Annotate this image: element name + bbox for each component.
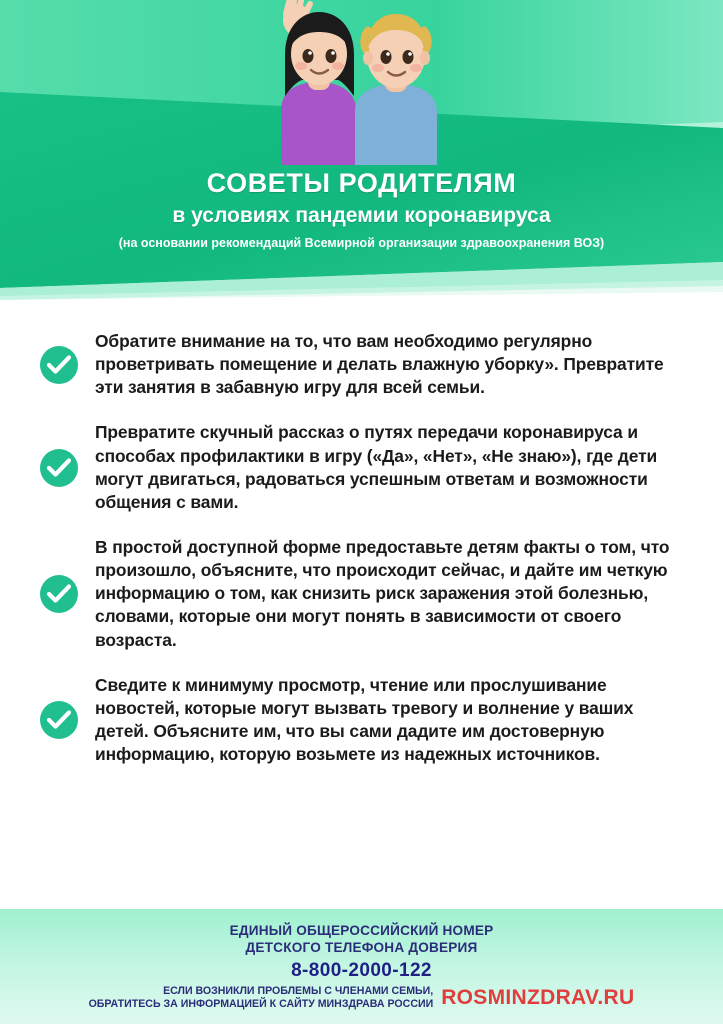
tip-text: Обратите внимание на то, что вам необходимо регулярно проветривать помещение и делать влажную уборку». Превратите эти занятия в забавную игру для всей семьи. [95, 331, 664, 398]
list-item [0, 536, 723, 652]
page-title-note: (на основании рекомендаций Всемирной организации здравоохранения ВОЗ) [118, 236, 605, 251]
footer [0, 909, 723, 1024]
title-block [0, 168, 723, 251]
header-banner [0, 0, 723, 300]
check-icon [40, 346, 78, 384]
tip-text: Превратите скучный рассказ о путях передачи коронавируса и способах профилактики в игру («Да», «Нет», «Не знаю»), где дети могут двигаться, радоваться успешным ответам и возможности общения с вами. [95, 422, 658, 512]
check-icon [40, 575, 78, 613]
page-title: СОВЕТЫ РОДИТЕЛЯМ [206, 168, 517, 198]
website-link[interactable]: ROSMINZDRAV.RU [441, 986, 635, 1010]
list-item [0, 421, 723, 514]
footer-note-line1: ЕСЛИ ВОЗНИКЛИ ПРОБЛЕМЫ С ЧЛЕНАМИ СЕМЬИ, [163, 985, 434, 997]
footer-note [89, 985, 434, 1011]
list-item [0, 330, 723, 399]
list-item [0, 674, 723, 767]
hotline-label-line1: ЕДИНЫЙ ОБЩЕРОССИЙСКИЙ НОМЕР [229, 923, 494, 938]
hotline-label-line2: ДЕТСКОГО ТЕЛЕФОНА ДОВЕРИЯ [245, 939, 478, 955]
tip-text: Сведите к минимуму просмотр, чтение или прослушивание новостей, которые могут вызвать тревогу и волнение у ваших детей. Объясните им, что вы сами дадите им достоверную информацию, которую возьмете из надежных источников. [95, 674, 634, 765]
hotline-phone[interactable]: 8-800-2000-122 [291, 959, 432, 981]
check-icon [40, 701, 78, 739]
tips-list [0, 330, 723, 788]
tip-text: В простой доступной форме предоставьте детям факты о том, что произошло, объясните, что происходит сейчас, и дайте им четкую информацию о том, как снизить риск заражения этой болезнью, словами, которые они могут понять в зависимости от своего возраста. [95, 536, 670, 650]
page-subtitle: в условиях пандемии коронавируса [172, 204, 551, 228]
check-icon [40, 449, 78, 487]
footer-note-line2: ОБРАТИТЕСЬ ЗА ИНФОРМАЦИЕЙ К САЙТУ МИНЗДРАВА РОССИИ [88, 998, 434, 1011]
